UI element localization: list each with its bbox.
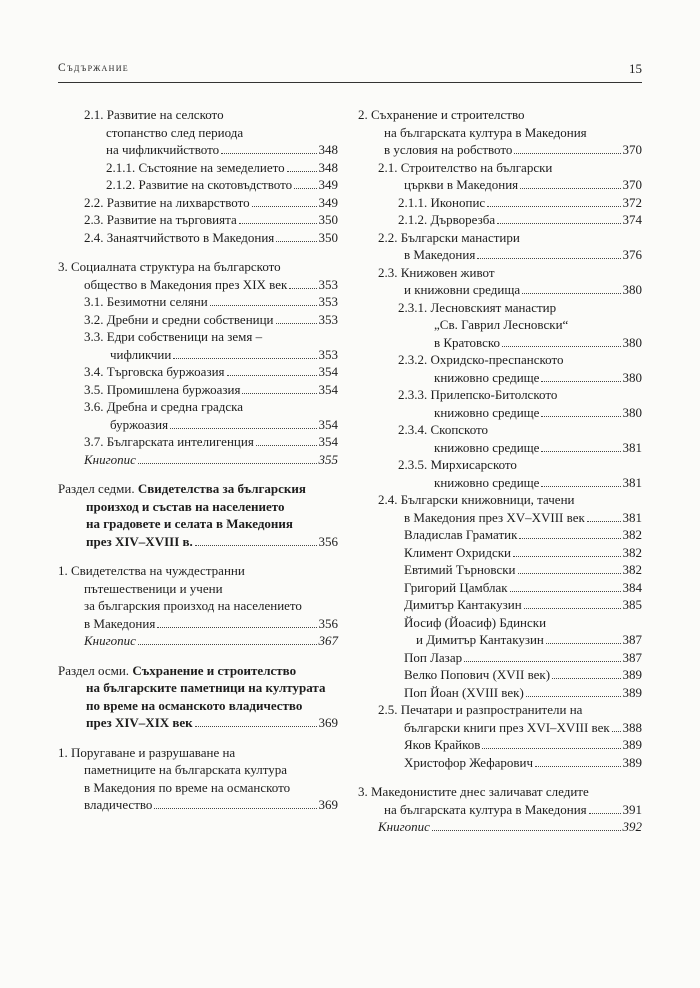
toc-entry[interactable] [58, 176, 338, 194]
toc-entry-number: 3.2. [84, 311, 107, 327]
toc-entry-text: Йосиф (Йоасиф) Бдински [404, 614, 547, 630]
toc-entry[interactable] [58, 194, 338, 212]
toc-entry-text: Едри собственици на земя – [106, 329, 263, 344]
toc-entry-number: 2.3.4. [398, 422, 431, 437]
leader-dots [518, 573, 621, 574]
running-header-title: Съдържание [58, 62, 129, 74]
page-number: 15 [629, 61, 642, 76]
toc-entry-number: 2. [358, 107, 371, 122]
leader-dots [546, 643, 621, 644]
toc-entry-text: Владислав Граматик [404, 527, 518, 542]
leader-dots [289, 288, 316, 289]
toc-entry-text: Дребни и средни собственици [106, 311, 274, 327]
toc-entry-number: 2.2. [84, 194, 107, 210]
leader-dots [541, 451, 620, 452]
leader-dots [519, 538, 620, 539]
leader-dots [276, 241, 316, 242]
toc-entry-text: Български книжовници, тачени [400, 492, 575, 507]
leader-dots [526, 696, 621, 697]
toc-page-ref: 387 [622, 649, 642, 665]
toc-entry[interactable] [58, 398, 338, 433]
toc-entry-text: Развитие на скотовъдството [138, 177, 293, 192]
leader-dots [541, 486, 620, 487]
toc-entry-text: Велко Попович (XVII век) [404, 667, 551, 682]
toc-entry-number: 3.4. [84, 364, 107, 379]
toc-entry[interactable] [58, 662, 338, 732]
toc-page-ref: 384 [622, 579, 642, 595]
toc-entry[interactable] [358, 106, 642, 159]
toc-entry-text: Съхранение и строителство [371, 107, 525, 122]
toc-page-ref: 389 [622, 754, 642, 770]
toc-page-ref: 370 [622, 142, 642, 157]
toc-entry-text: Българската интелигенция [106, 434, 254, 449]
toc-page-ref: 389 [622, 737, 642, 752]
toc-page-ref: 382 [622, 544, 642, 560]
toc-page-ref: 350 [318, 229, 338, 245]
toc-entry-text: Лесновският манастир [430, 299, 557, 315]
toc-entry-number: Раздел осми. [58, 662, 133, 678]
toc-entry[interactable] [358, 526, 642, 544]
toc-entry-text: Мирхисарското [430, 457, 517, 472]
toc-entry-number: 2.1.2. [398, 212, 431, 227]
toc-entry[interactable] [58, 229, 338, 247]
toc-entry[interactable] [358, 194, 642, 212]
toc-entry[interactable] [358, 229, 642, 264]
toc-entry-text: Съхранение и строителство [132, 662, 297, 678]
leader-dots [464, 661, 620, 662]
toc-page-ref: 353 [318, 294, 338, 309]
toc-entry-number: 3.3. [84, 329, 107, 344]
toc-page-ref: 392 [622, 819, 642, 834]
toc-page-ref: 380 [622, 404, 642, 420]
toc-entry-text: Развитие на търговията [106, 212, 237, 227]
toc-entry-text: Книгопис [84, 633, 136, 648]
toc-page-ref: 354 [318, 381, 338, 397]
leader-dots [294, 188, 316, 189]
toc-entry-number: 2.3. [84, 212, 107, 227]
leader-dots [513, 556, 620, 557]
section-gap [58, 550, 338, 562]
toc-entry-number: 3. [58, 259, 71, 274]
toc-entry[interactable] [358, 421, 642, 456]
leader-dots [477, 258, 620, 259]
toc-entry-number: 2.1. [378, 159, 401, 175]
toc-entry-text: църкви в Македония [404, 177, 519, 192]
toc-entry-text: Промишлена буржоазия [106, 381, 241, 397]
toc-page-ref: 356 [318, 533, 338, 549]
toc-entry-number: 2.4. [378, 492, 401, 507]
toc-entry[interactable] [58, 106, 338, 159]
toc-entry-text: Климент Охридски [404, 544, 512, 560]
toc-page-ref: 353 [318, 311, 338, 327]
section-gap [58, 246, 338, 258]
toc-entry[interactable] [58, 632, 338, 650]
toc-page-ref: 350 [318, 212, 338, 227]
toc-entry-number: 3. [358, 784, 371, 799]
leader-dots [195, 726, 317, 727]
toc-entry-text: чифликчии [110, 346, 172, 362]
toc-entry[interactable] [358, 544, 642, 562]
leader-dots [552, 678, 620, 679]
leader-dots [157, 627, 316, 628]
toc-entry-number: 2.1.2. [106, 177, 139, 192]
leader-dots [252, 206, 317, 207]
toc-entry[interactable] [358, 818, 642, 836]
toc-entry-text: на българската култура в Македония [384, 124, 587, 140]
leader-dots [541, 416, 620, 417]
toc-entry-text: Скопското [430, 422, 489, 437]
toc-entry-text: Свидетелства за българския [137, 481, 306, 496]
leader-dots [256, 445, 317, 446]
leader-dots [497, 223, 620, 224]
toc-entry-text: владичество [84, 797, 153, 812]
toc-entry-number: 2.1. [84, 107, 107, 122]
toc-entry[interactable] [58, 744, 338, 814]
toc-entry[interactable] [358, 351, 642, 386]
leader-dots [520, 188, 620, 189]
toc-entry-number: 2.5. [378, 702, 401, 717]
toc-entry-text: Занаятчийството в Македония [106, 229, 275, 245]
toc-page-ref: 356 [318, 615, 338, 631]
toc-entry[interactable] [58, 258, 338, 293]
toc-entry[interactable] [58, 480, 338, 550]
toc-entry-number: 3.5. [84, 381, 107, 397]
toc-entry[interactable] [358, 264, 642, 299]
toc-entry-text: Поп Лазар [404, 649, 463, 665]
leader-dots [276, 323, 317, 324]
toc-entry-text: Прилепско-Битолското [430, 387, 558, 402]
leader-dots [510, 591, 621, 592]
toc-entry-number: 3.6. [84, 399, 107, 414]
toc-column-right [358, 106, 642, 836]
toc-entry-text: на българската култура в Македония [384, 801, 587, 817]
toc-entry[interactable] [58, 451, 338, 469]
toc-entry-text: книжовно средище [434, 369, 540, 385]
toc-entry[interactable] [358, 754, 642, 772]
toc-entry[interactable] [358, 299, 642, 352]
toc-entry[interactable] [58, 211, 338, 229]
toc-entry[interactable] [358, 561, 642, 579]
toc-entry[interactable] [358, 614, 642, 649]
toc-entry-text: в условия на робството [384, 142, 513, 157]
toc-entry-text: Български манастири [400, 229, 520, 245]
toc-page-ref: 382 [622, 527, 642, 542]
leader-dots [522, 293, 620, 294]
toc-page-ref: 391 [622, 801, 642, 817]
toc-entry[interactable] [58, 159, 338, 177]
toc-entry-number: 1. [58, 563, 71, 578]
leader-dots [221, 153, 316, 154]
toc-page-ref: 387 [622, 632, 642, 647]
leader-dots [502, 346, 621, 347]
toc-entry-text: пътешественици и учени [84, 580, 223, 596]
toc-page-ref: 381 [622, 509, 642, 525]
toc-entry-text: в Македония по време на османското [84, 779, 291, 795]
toc-entry-text: буржоазия [110, 416, 169, 432]
leader-dots [589, 813, 621, 814]
toc-page-ref: 376 [622, 247, 642, 262]
toc-page-ref: 354 [318, 434, 338, 449]
toc-entry-text: в Кратовско [434, 334, 500, 350]
section-gap [358, 771, 642, 783]
toc-entry[interactable] [358, 783, 642, 818]
toc-entry-number: 2.3.2. [398, 352, 431, 367]
toc-entry-text: български книги през XVI–XVIII век [404, 719, 610, 735]
toc-entry[interactable] [58, 433, 338, 451]
toc-entry-text: и Димитър Кантакузин [416, 632, 544, 647]
toc-entry-text: през XIV–XIX век [86, 715, 193, 730]
toc-entry-text: Дребна и средна градска [106, 399, 244, 414]
toc-entry-text: Поругаване и разрушаване на [71, 744, 236, 760]
toc-page-ref: 353 [318, 276, 338, 292]
toc-entry-text: Печатари и разпространители на [400, 702, 583, 717]
toc-entry-text: Христофор Жефарович [404, 754, 534, 770]
toc-page-ref: 381 [622, 439, 642, 455]
toc-entry-text: Търговска буржоазия [106, 364, 225, 379]
leader-dots [227, 375, 317, 376]
toc-entry[interactable] [358, 666, 642, 684]
toc-entry[interactable] [58, 381, 338, 399]
toc-entry[interactable] [58, 562, 338, 632]
toc-entry[interactable] [358, 386, 642, 421]
section-gap [58, 732, 338, 744]
toc-page-ref: 389 [622, 684, 642, 700]
toc-entry-text: книжовно средище [434, 439, 540, 455]
leader-dots [138, 644, 317, 645]
toc-entry-number: Раздел седми. [58, 481, 138, 496]
toc-entry-text: на българските паметници на културата [86, 680, 326, 695]
toc-entry-number: 2.2. [378, 229, 401, 245]
toc-entry-text: в Македония [84, 615, 156, 631]
toc-page-ref: 348 [318, 142, 338, 157]
toc-entry[interactable] [358, 649, 642, 667]
toc-entry-number: 1. [58, 744, 71, 760]
leader-dots [535, 766, 620, 767]
toc-entry-text: Охридско-преспанското [430, 352, 564, 367]
toc-page-ref: 374 [622, 212, 642, 227]
toc-entry-text: в Македония [404, 247, 476, 262]
toc-entry[interactable] [58, 363, 338, 381]
toc-entry[interactable] [58, 293, 338, 311]
leader-dots [587, 521, 621, 522]
toc-entry-text: Развитие на лихварството [106, 194, 250, 210]
toc-entry-text: Иконопис [430, 194, 486, 210]
toc-entry-text: Строителство на български [400, 159, 553, 175]
toc-entry[interactable] [358, 701, 642, 736]
toc-entry-text: в Македония през XV–XVIII век [404, 509, 585, 525]
toc-entry-text: Книгопис [378, 819, 430, 834]
toc-page-ref: 381 [622, 474, 642, 490]
toc-entry-number: 3.7. [84, 434, 107, 449]
toc-entry[interactable] [358, 579, 642, 597]
toc-entry-number: 3.1. [84, 294, 107, 309]
leader-dots [612, 731, 621, 732]
toc-page-ref: 369 [318, 797, 338, 812]
toc-entry-text: книжовно средище [434, 474, 540, 490]
toc-entry[interactable] [58, 328, 338, 363]
toc-page-ref: 369 [318, 715, 338, 730]
section-gap [58, 650, 338, 662]
section-gap [58, 468, 338, 480]
toc-page-ref: 382 [622, 562, 642, 577]
toc-entry-number: 2.1.1. [106, 159, 139, 175]
toc-entry-text: Безимотни селяни [106, 294, 208, 309]
toc-entry-text: Яков Крайков [404, 737, 481, 752]
toc-entry-text: книжовно средище [434, 404, 540, 420]
toc-page-ref: 385 [622, 597, 642, 612]
toc-page-ref: 353 [318, 346, 338, 362]
toc-entry-text: и книжовни средища [404, 282, 521, 297]
toc-page-ref: 380 [622, 334, 642, 350]
toc-entry-text: Развитие на селското [106, 107, 224, 122]
toc-page-ref: 380 [622, 369, 642, 385]
toc-entry-text: през XIV–XVIII в. [86, 533, 193, 549]
header-divider [58, 82, 642, 83]
toc-entry[interactable] [358, 684, 642, 702]
toc-column-left [58, 106, 338, 814]
toc-page-ref: 372 [622, 194, 642, 210]
leader-dots [482, 748, 620, 749]
toc-page-ref: 389 [622, 667, 642, 682]
toc-page-ref: 348 [318, 159, 338, 175]
leader-dots [239, 223, 317, 224]
toc-entry-text: по време на османското владичество [86, 697, 303, 713]
toc-entry[interactable] [58, 311, 338, 329]
leader-dots [154, 808, 316, 809]
toc-entry[interactable] [358, 491, 642, 526]
leader-dots [514, 153, 620, 154]
toc-entry-number: 2.1.1. [398, 194, 431, 210]
toc-page-ref: 349 [318, 177, 338, 192]
toc-entry-text: Григорий Цамблак [404, 579, 508, 595]
toc-entry-number: 2.3. [378, 264, 401, 280]
toc-entry-text: Дърворезба [430, 212, 496, 227]
toc-entry-number: 2.3.3. [398, 387, 431, 402]
leader-dots [173, 358, 316, 359]
toc-entry-number: 2.3.1. [398, 299, 431, 315]
toc-entry[interactable] [358, 456, 642, 491]
leader-dots [195, 545, 317, 546]
toc-page-ref: 380 [622, 282, 642, 297]
leader-dots [432, 830, 621, 831]
toc-entry-text: „Св. Гаврил Лесновски“ [434, 317, 569, 332]
toc-entry-text: Македонистите днес заличават следите [371, 784, 589, 799]
toc-entry-text: Социалната структура на българското [71, 259, 281, 274]
toc-page-ref: 367 [318, 633, 338, 648]
toc-entry[interactable] [358, 159, 642, 194]
toc-entry-text: паметниците на българската култура [84, 762, 288, 777]
toc-entry-text: Свидетелства на чуждестранни [71, 563, 245, 578]
toc-entry-text: Димитър Кантакузин [404, 597, 522, 612]
toc-entry-text: на градовете и селата в Македония [86, 516, 293, 531]
toc-entry[interactable] [358, 736, 642, 754]
toc-entry-number: 2.4. [84, 229, 107, 245]
toc-page-ref: 355 [318, 451, 338, 467]
leader-dots [138, 463, 317, 464]
toc-entry-text: Книгопис [84, 451, 136, 467]
leader-dots [524, 608, 621, 609]
toc-entry-text: общество в Македония през XIX век [84, 276, 288, 292]
toc-page-ref: 388 [622, 719, 642, 735]
leader-dots [487, 206, 620, 207]
toc-entry-text: Състояние на земеделието [138, 159, 285, 175]
toc-page-ref: 370 [622, 177, 642, 192]
toc-entry[interactable] [358, 596, 642, 614]
toc-entry-text: на чифликчийството [106, 142, 220, 157]
toc-entry-text: Книжовен живот [400, 264, 495, 280]
toc-page-ref: 354 [318, 416, 338, 432]
toc-page-ref: 349 [318, 194, 338, 210]
toc-entry-text: произход и състав на населението [86, 498, 285, 514]
leader-dots [541, 381, 620, 382]
toc-entry[interactable] [358, 211, 642, 229]
toc-entry-text: Евтимий Търновски [404, 562, 516, 577]
toc-entry-number: 2.3.5. [398, 457, 431, 472]
leader-dots [210, 305, 317, 306]
leader-dots [242, 393, 316, 394]
leader-dots [287, 171, 317, 172]
leader-dots [170, 428, 316, 429]
toc-page-ref: 354 [318, 364, 338, 379]
toc-entry-text: за българския произход на населението [84, 598, 302, 613]
toc-entry-text: Поп Йоан (XVIII век) [404, 684, 524, 700]
toc-entry-text: стопанство след периода [106, 124, 244, 140]
